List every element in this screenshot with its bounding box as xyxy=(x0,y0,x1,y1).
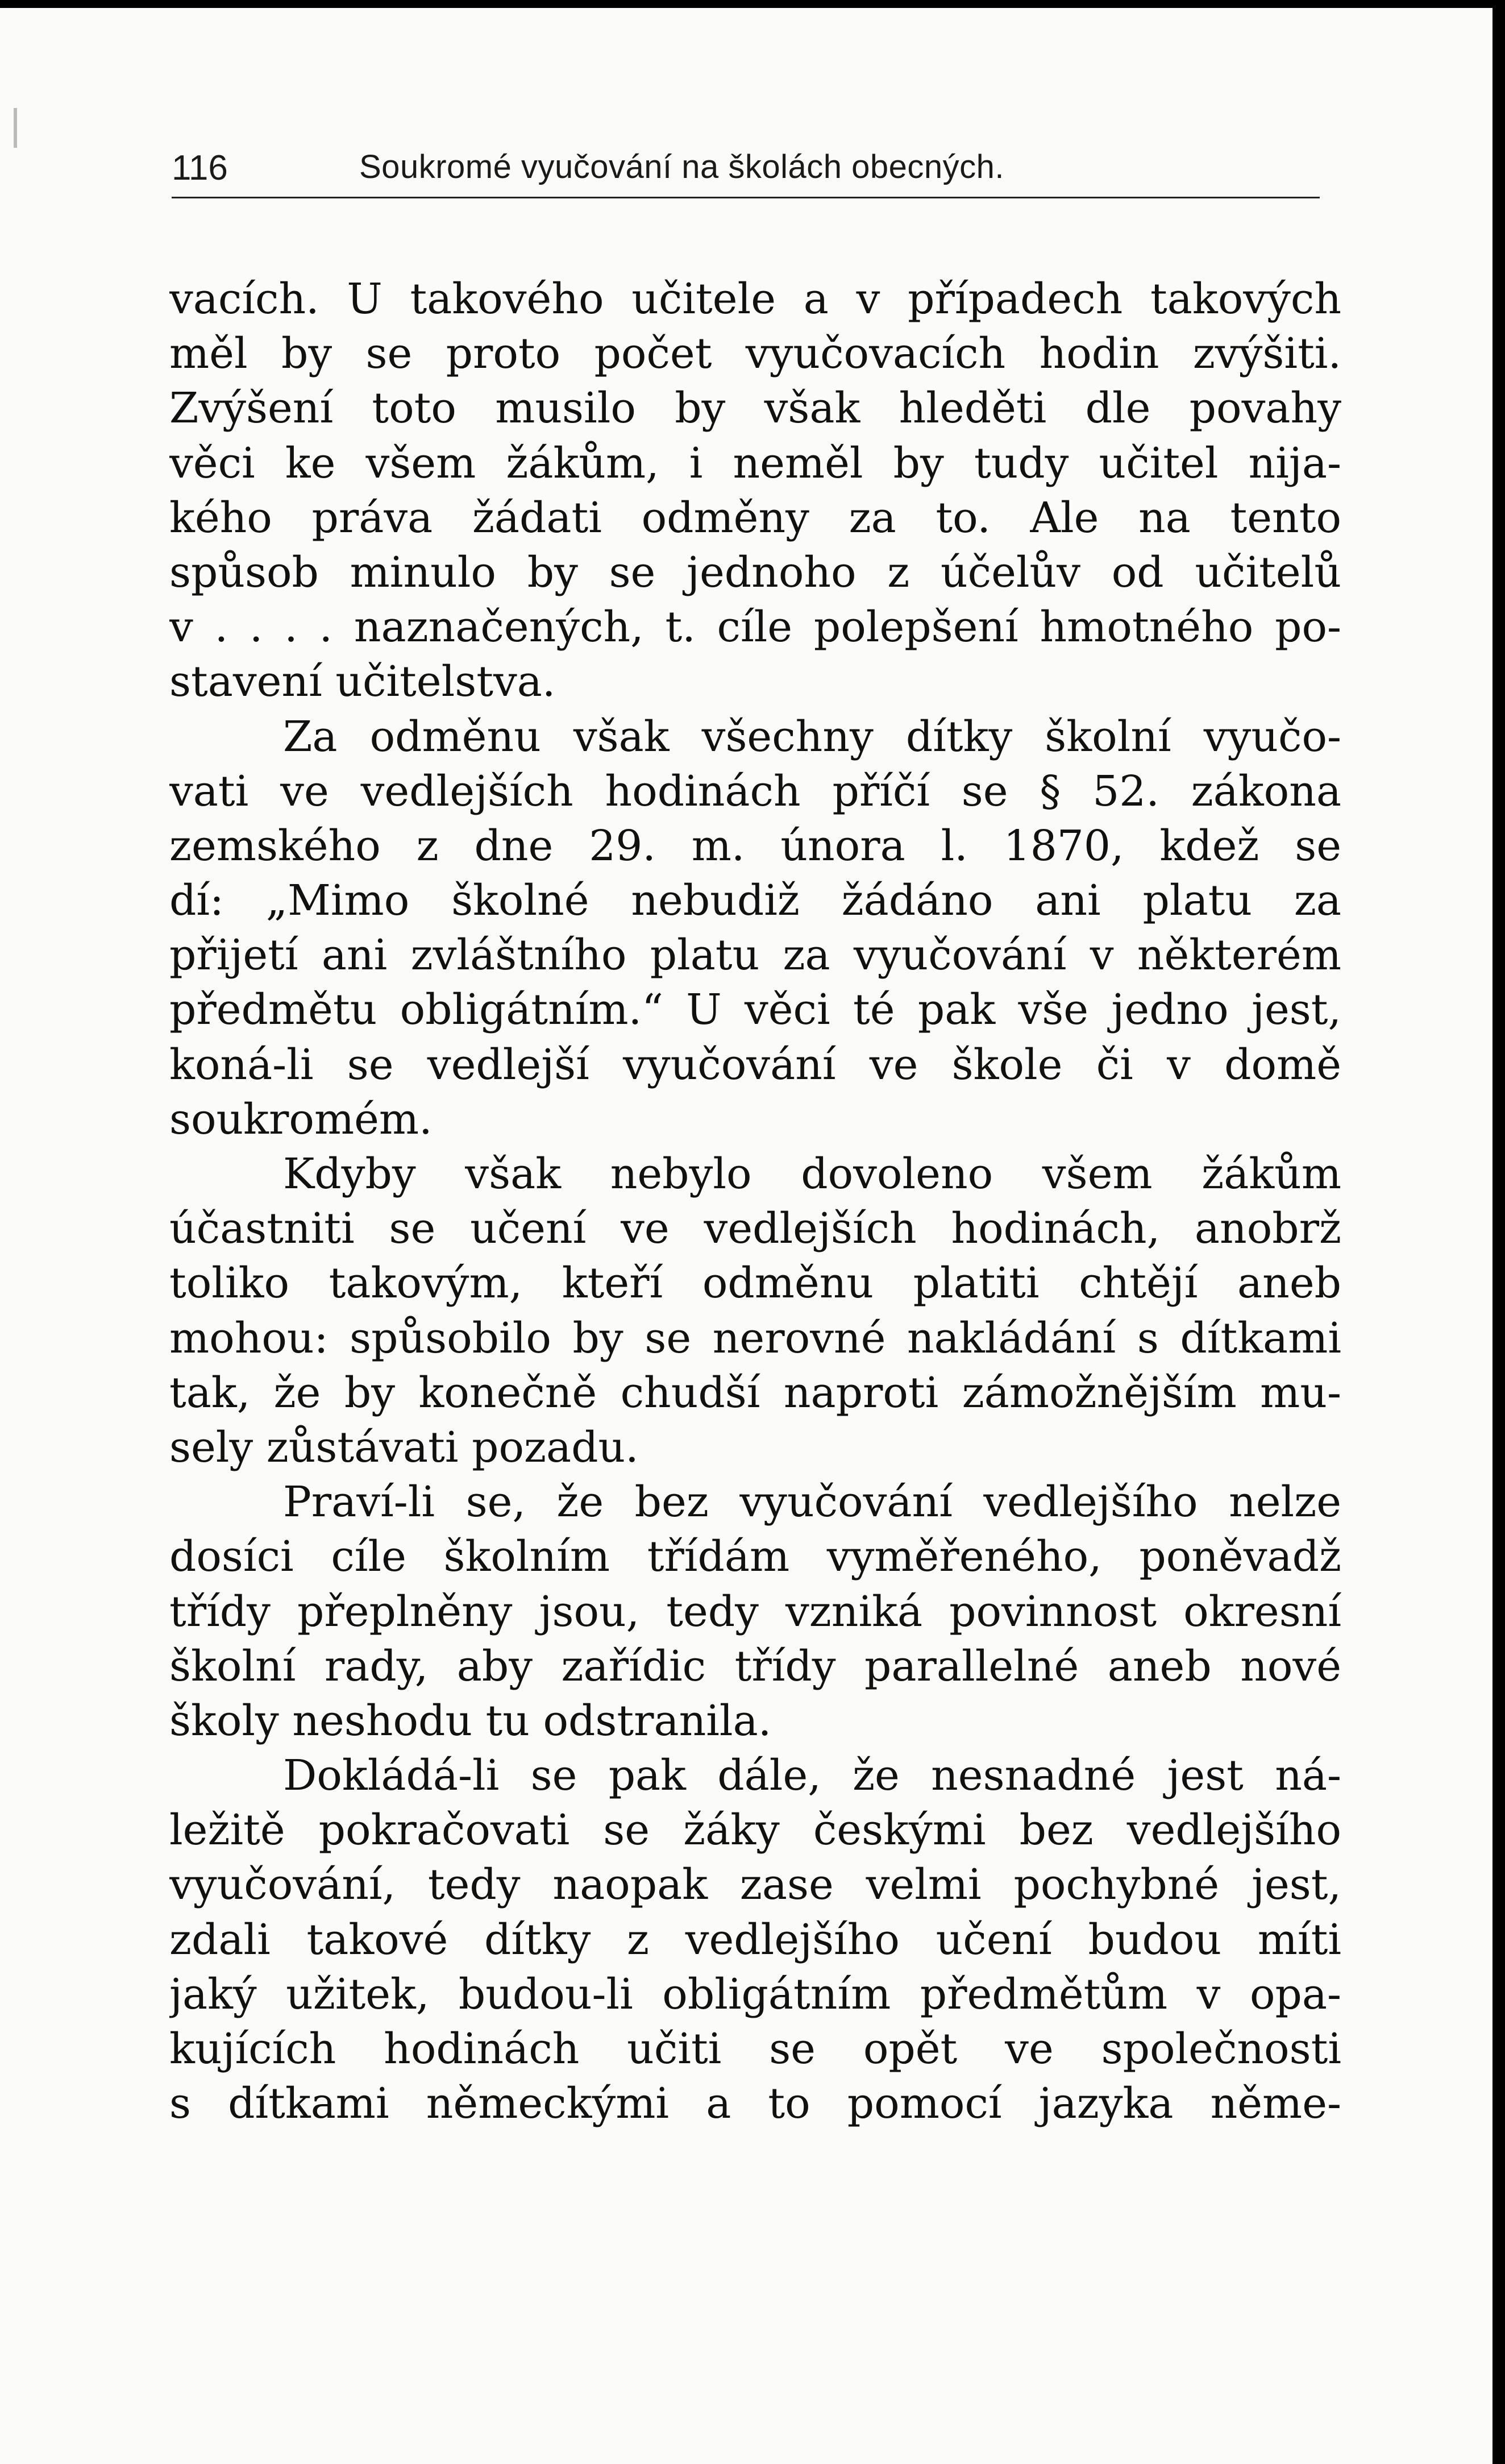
text-line: předmětu obligátním.“ U věci té pak vše jedno jest, xyxy=(169,985,1341,1035)
paragraph-start-line: Praví-li se, že bez vyučování vedlejšího nelze xyxy=(283,1478,1341,1527)
text-line: měl by se proto počet vyučovacích hodin zvýšiti. xyxy=(169,329,1341,379)
text-line: dí: „Mimo školné nebudiž žádáno ani platu za xyxy=(169,876,1341,926)
scan-edge-mark xyxy=(14,108,17,148)
text-line: soukromém. xyxy=(169,1094,433,1144)
text-line: Zvýšení toto musilo by však hleděti dle povahy xyxy=(169,384,1341,433)
running-head: Soukromé vyučování na školách obecných. xyxy=(359,148,1005,185)
text-line: dosíci cíle školním třídám vyměřeného, poněvadž xyxy=(169,1532,1341,1582)
text-line: mohou: spůsobilo by se nerovné nakládání s dítkami xyxy=(169,1313,1341,1363)
text-line: zemského z dne 29. m. února l. 1870, kdež se xyxy=(169,821,1341,870)
text-line: školní rady, aby zařídic třídy parallelné aneb nové xyxy=(169,1641,1341,1691)
text-line: ležitě pokračovati se žáky českými bez vedlejšího xyxy=(169,1806,1341,1855)
page-header xyxy=(172,142,1320,199)
text-line: stavení učitelstva. xyxy=(169,657,556,707)
paragraph-start-line: Kdyby však nebylo dovoleno všem žákům xyxy=(283,1150,1341,1198)
text-line: s dítkami německými a to pomocí jazyka něme- xyxy=(169,2079,1341,2129)
text-line: vati ve vedlejších hodinách příčí se § 52. zákona xyxy=(169,766,1341,816)
text-line: věci ke všem žákům, i neměl by tudy učitel nija- xyxy=(169,438,1341,488)
paragraph-start-line: Dokládá-li se pak dále, že nesnadné jest ná- xyxy=(283,1751,1341,1801)
text-line: toliko takovým, kteří odměnu platiti chtějí aneb xyxy=(169,1259,1341,1308)
text-line: třídy přeplněny jsou, tedy vzniká povinnost okresní xyxy=(169,1587,1341,1636)
text-line: spůsob minulo by se jednoho z účelův od učitelů xyxy=(169,547,1341,597)
paragraph-start-line: Za odměnu však všechny dítky školní vyučo- xyxy=(283,712,1341,761)
text-line: kého práva žádati odměny za to. Ale na tento xyxy=(169,493,1341,542)
text-line: jaký užitek, budou-li obligátním předmětům v opa- xyxy=(169,1969,1341,2019)
text-line: kujících hodinách učiti se opět ve společnosti xyxy=(169,2025,1341,2073)
text-line: koná-li se vedlejší vyučování ve škole či v domě xyxy=(169,1040,1341,1089)
text-line: sely zůstávati pozadu. xyxy=(169,1422,639,1472)
text-line: vyučování, tedy naopak zase velmi pochybné jest, xyxy=(169,1860,1341,1910)
text-line: účastniti se učení ve vedlejších hodinách, anobrž xyxy=(169,1204,1341,1254)
text-line: v . . . . naznačených, t. cíle polepšení hmotného po- xyxy=(169,603,1341,652)
text-line: zdali takové dítky z vedlejšího učení budou míti xyxy=(169,1915,1341,1964)
body-text xyxy=(169,272,1341,2131)
page-number: 116 xyxy=(172,148,228,188)
text-line: školy neshodu tu odstranila. xyxy=(169,1696,772,1745)
text-line: přijetí ani zvláštního platu za vyučování v některém xyxy=(169,931,1341,980)
header-rule xyxy=(172,197,1320,198)
text-line: vacích. U takového učitele a v případech takových xyxy=(169,275,1341,323)
text-line: tak, že by konečně chudší naproti zámožnějším mu- xyxy=(169,1368,1341,1417)
